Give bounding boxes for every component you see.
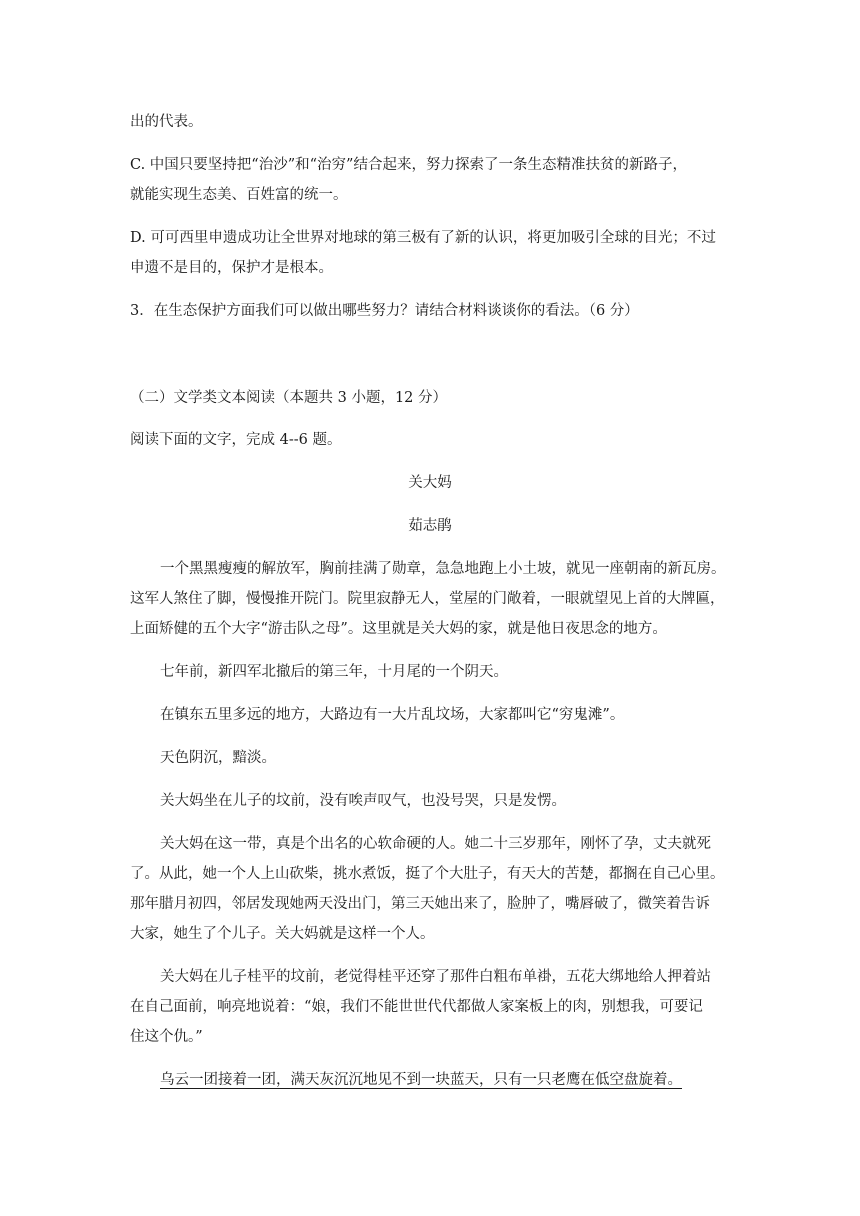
text-line-option-b-end: 出的代表。 <box>130 114 203 130</box>
paragraph-7-line-3: 住这个仇。” <box>130 1029 203 1045</box>
text-line-option-c: C. 中国只要坚持把“治沙”和“治穷”结合起来，努力探索了一条生态精准扶贫的新路子， <box>130 157 687 173</box>
paragraph-3: 在镇东五里多远的地方，大路边有一大片乱坟场，大家都叫它“穷鬼滩”。 <box>160 707 625 723</box>
story-title: 关大妈 <box>408 475 452 491</box>
text-line-option-d: D. 可可西里申遗成功让全世界对地球的第三极有了新的认识，将更加吸引全球的目光；不过 <box>130 230 716 246</box>
paragraph-6-line-3: 那年腊月初四，邻居发现她两天没出门，第三天她出来了，脸肿了，嘴唇破了，微笑着告诉 <box>130 896 710 912</box>
section-heading: （二）文学类文本阅读（本题共 3 小题，12 分） <box>130 390 448 406</box>
paragraph-6-line-4: 大家，她生了个儿子。关大妈就是这样一个人。 <box>130 926 435 942</box>
paragraph-6-line-2: 了。从此，她一个人上山砍柴，挑水煮饭，挺了个大肚子，有天大的苦楚，都搁在自己心里。 <box>130 866 725 882</box>
instruction: 阅读下面的文字，完成 4--6 题。 <box>130 432 342 448</box>
paragraph-7-line-1: 关大妈在儿子桂平的坟前，老觉得桂平还穿了那件白粗布单褂，五花大绑地给人押着站 <box>160 969 711 985</box>
paragraph-2: 七年前，新四军北撤后的第三年，十月尾的一个阴天。 <box>160 664 508 680</box>
paragraph-6-line-1: 关大妈在这一带，真是个出名的心软命硬的人。她二十三岁那年，刚怀了孕，丈夫就死 <box>160 836 711 852</box>
text-line-option-d-cont: 申遗不是目的，保护才是根本。 <box>130 260 333 276</box>
paragraph-8-underlined: 乌云一团接着一团，满天灰沉沉地见不到一块蓝天，只有一只老鹰在低空盘旋着。 <box>160 1072 682 1088</box>
paragraph-1-line-1: 一个黑黑瘦瘦的解放军，胸前挂满了勋章，急急地跑上小土坡，就见一座朝南的新瓦房。 <box>160 561 726 577</box>
paragraph-1-line-3: 上面矫健的五个大字“游击队之母”。这里就是关大妈的家，就是他日夜思念的地方。 <box>130 621 667 637</box>
text-line-option-c-cont: 就能实现生态美、百姓富的统一。 <box>130 187 348 203</box>
paragraph-4: 天色阴沉，黯淡。 <box>160 750 276 766</box>
paragraph-5: 关大妈坐在儿子的坟前，没有唉声叹气，也没号哭，只是发愣。 <box>160 793 566 809</box>
paragraph-1-line-2: 这军人煞住了脚，慢慢推开院门。院里寂静无人，堂屋的门敞着，一眼就望见上首的大牌匾， <box>130 591 725 607</box>
paragraph-7-line-2: 在自己面前，响亮地说着：“娘，我们不能世世代代都做人家案板上的肉，别想我，可要记 <box>130 999 703 1015</box>
story-author: 茹志鹃 <box>408 518 452 534</box>
question-3: 3．在生态保护方面我们可以做出哪些努力？请结合材料谈谈你的看法。（6 分） <box>130 303 639 319</box>
